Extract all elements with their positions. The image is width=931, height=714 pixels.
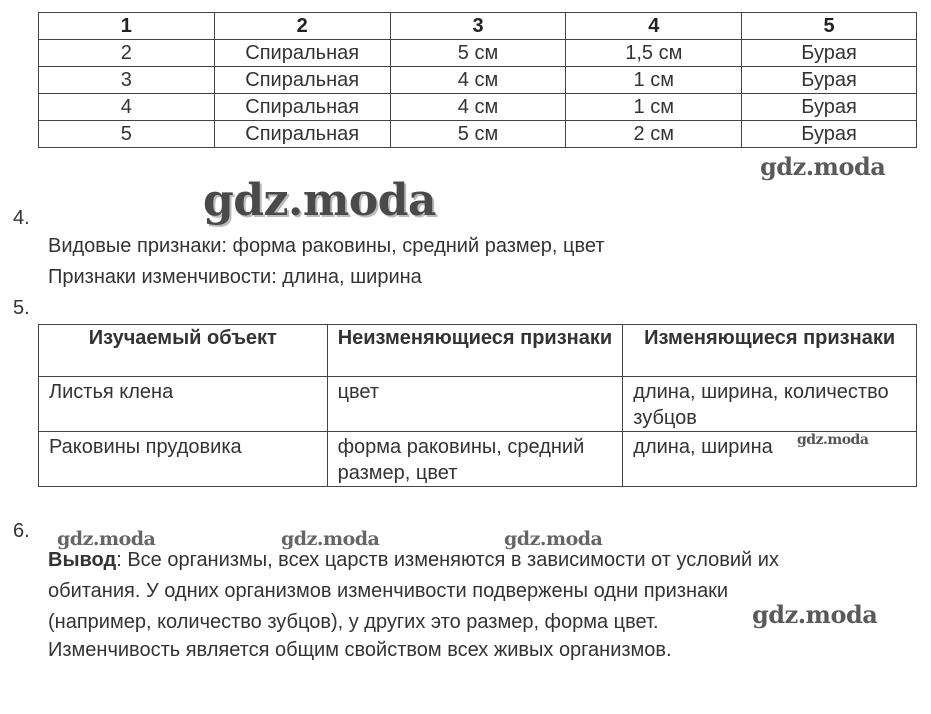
table-cell: Спиральная: [214, 94, 390, 121]
table-cell: Бурая: [742, 40, 917, 67]
table-cell: Бурая: [742, 67, 917, 94]
section-number: 4.: [13, 207, 30, 229]
conclusion-text: : Все организмы, всех царств изменяются в зависимости от условий их: [116, 549, 779, 571]
text-line: обитания. У одних организмов изменчивости подвержены одни признаки: [48, 580, 729, 602]
table-cell: 4 см: [390, 67, 566, 94]
table-row: [39, 121, 917, 148]
table-cell: длина, ширина, количество зубцов: [623, 377, 917, 432]
table-cell: 5 см: [390, 121, 566, 148]
data-table-2: [38, 324, 917, 487]
section-number: 5.: [13, 297, 30, 319]
table-cell: 5: [39, 121, 215, 148]
table-row: [39, 94, 917, 121]
table-cell: Спиральная: [214, 67, 390, 94]
column-header: Неизменяющиеся признаки: [327, 325, 623, 377]
table-row: [39, 67, 917, 94]
column-header: Изменяющиеся признаки: [623, 325, 917, 377]
table-header-row: [39, 325, 917, 377]
table-cell: 4: [39, 94, 215, 121]
table-cell: Бурая: [742, 94, 917, 121]
column-header: 2: [214, 13, 390, 40]
table-cell: 4 см: [390, 94, 566, 121]
column-header: 4: [566, 13, 742, 40]
column-header: Изучаемый объект: [39, 325, 328, 377]
text-line: Признаки изменчивости: длина, ширина: [48, 266, 422, 288]
watermark: gdz.moda: [57, 528, 156, 550]
table-cell: длина, ширина: [623, 432, 917, 487]
table-row: [39, 432, 917, 487]
table-cell: 3: [39, 67, 215, 94]
table-cell: Спиральная: [214, 121, 390, 148]
text-line: Видовые признаки: форма раковины, средний размер, цвет: [48, 235, 605, 257]
table-cell: цвет: [327, 377, 623, 432]
conclusion-label: Вывод: [48, 549, 117, 571]
section-number: 6.: [13, 520, 30, 542]
watermark: gdz.moda: [752, 600, 878, 629]
table-cell: Раковины прудовика: [39, 432, 328, 487]
watermark: gdz.moda: [504, 528, 603, 550]
table-cell: 2: [39, 40, 215, 67]
column-header: 3: [390, 13, 566, 40]
text-line: Изменчивость является общим свойством всех живых организмов.: [48, 639, 672, 661]
watermark: gdz.moda: [203, 175, 437, 226]
table-cell: Спиральная: [214, 40, 390, 67]
column-header: 1: [39, 13, 215, 40]
table-cell: 1 см: [566, 94, 742, 121]
table-header-row: [39, 13, 917, 40]
table-row: [39, 377, 917, 432]
table-row: [39, 40, 917, 67]
table-cell: 2 см: [566, 121, 742, 148]
text-line: (например, количество зубцов), у других это размер, форма цвет.: [48, 611, 659, 633]
table-cell: 1,5 см: [566, 40, 742, 67]
table-cell: форма раковины, средний размер, цвет: [327, 432, 623, 487]
table-cell: 5 см: [390, 40, 566, 67]
table-cell: Бурая: [742, 121, 917, 148]
watermark: gdz.moda: [760, 152, 886, 181]
watermark: gdz.moda: [797, 432, 869, 448]
watermark: gdz.moda: [281, 528, 380, 550]
table-cell: 1 см: [566, 67, 742, 94]
column-header: 5: [742, 13, 917, 40]
data-table-1: [38, 12, 917, 148]
table-cell: Листья клена: [39, 377, 328, 432]
conclusion-line: [48, 549, 779, 572]
